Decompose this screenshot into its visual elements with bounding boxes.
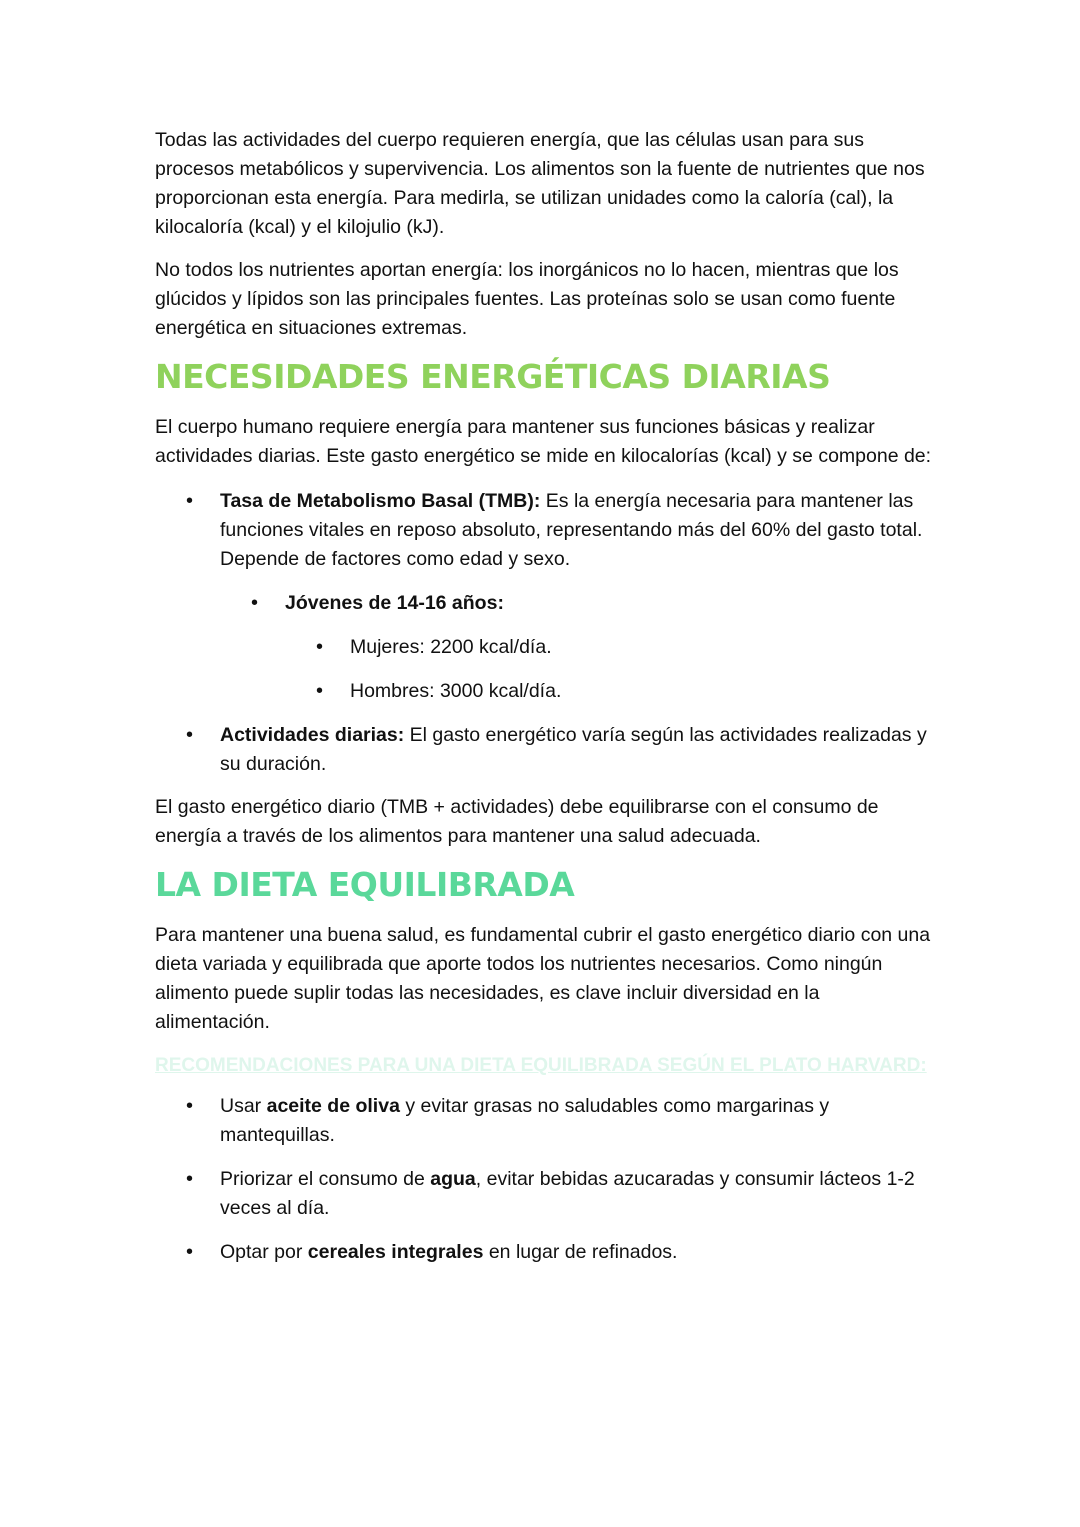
intro-paragraph-1: Todas las actividades del cuerpo requieren energía, que las células usan para sus procesos metabólicos y supervivencia. Los alimentos son la fuente de nutrientes que nos proporcionan esta energía. Para medirla, se utilizan unidades como la caloría (cal), la kilocaloría (kcal) y el kilojulio (kJ).	[155, 129, 925, 238]
rec3-pre: Optar por	[220, 1241, 308, 1263]
rec3-bold: cereales integrales	[307, 1241, 484, 1263]
bullet-icon: •	[316, 636, 324, 658]
necesidades-list	[155, 487, 935, 779]
intro-paragraph-2: No todos los nutrientes aportan energía: los inorgánicos no lo hacen, mientras que los glúcidos y lípidos son las principales fuentes. Las proteínas solo se usan como fuente energética en situaciones extremas.	[155, 259, 899, 339]
list-item-actividades	[155, 721, 935, 779]
actividades-label: Actividades diarias:	[220, 724, 405, 746]
list-item-recommendation-2	[155, 1165, 935, 1223]
bullet-icon: •	[186, 1241, 194, 1263]
section-heading-dieta: LA DIETA EQUILIBRADA	[155, 865, 575, 904]
list-item-hombres	[155, 677, 935, 706]
rec1-pre: Usar	[220, 1095, 267, 1117]
rec2-pre: Priorizar el consumo de	[220, 1168, 431, 1190]
jovenes-label: Jóvenes de 14-16 años:	[285, 592, 504, 614]
rec2-bold: agua	[430, 1168, 476, 1190]
section-heading-necesidades: NECESIDADES ENERGÉTICAS DIARIAS	[155, 357, 831, 396]
dieta-paragraph-1: Para mantener una buena salud, es fundamental cubrir el gasto energético diario con una dieta variada y equilibrada que aporte todos los nutrientes necesarios. Como ningún alimento puede suplir todas las necesidades, es clave incluir diversidad en la alimentación.	[155, 924, 931, 1033]
actividades-text: El gasto energético varía según las actividades realizadas y su duración.	[220, 724, 927, 775]
rec1-bold: aceite de oliva	[266, 1095, 400, 1117]
list-item-recommendation-1	[155, 1092, 935, 1150]
rec3-post: en lugar de refinados.	[483, 1241, 678, 1263]
bullet-icon: •	[186, 1168, 194, 1190]
tmb-label: Tasa de Metabolismo Basal (TMB):	[220, 490, 541, 512]
list-item-tmb	[155, 487, 935, 574]
rec1-post: y evitar grasas no saludables como margarinas y mantequillas.	[220, 1095, 830, 1146]
bullet-icon: •	[186, 490, 194, 512]
tmb-text: Es la energía necesaria para mantener las funciones vitales en reposo absoluto, representando más del 60% del gasto total. Depende de factores como edad y sexo.	[220, 490, 923, 570]
document-page	[155, 126, 935, 1282]
recommendations-list	[155, 1092, 935, 1267]
rec2-post: , evitar bebidas azucaradas y consumir lácteos 1-2 veces al día.	[220, 1168, 915, 1219]
bullet-icon: •	[186, 1095, 194, 1117]
mujeres-text: Mujeres: 2200 kcal/día.	[350, 636, 552, 658]
list-item-recommendation-3	[155, 1238, 935, 1267]
hombres-text: Hombres: 3000 kcal/día.	[350, 680, 562, 702]
list-item-jovenes	[155, 589, 935, 618]
necesidades-paragraph-1: El cuerpo humano requiere energía para mantener sus funciones básicas y realizar actividades diarias. Este gasto energético se mide en kilocalorías (kcal) y se compone de:	[155, 416, 932, 467]
list-item-mujeres	[155, 633, 935, 662]
bullet-icon: •	[186, 724, 194, 746]
necesidades-paragraph-2: El gasto energético diario (TMB + actividades) debe equilibrarse con el consumo de energía a través de los alimentos para mantener una salud adecuada.	[155, 796, 879, 847]
bullet-icon: •	[251, 592, 259, 614]
bullet-icon: •	[316, 680, 324, 702]
recommendations-subheading: RECOMENDACIONES PARA UNA DIETA EQUILIBRADA SEGÚN EL PLATO HARVARD:	[155, 1055, 927, 1076]
